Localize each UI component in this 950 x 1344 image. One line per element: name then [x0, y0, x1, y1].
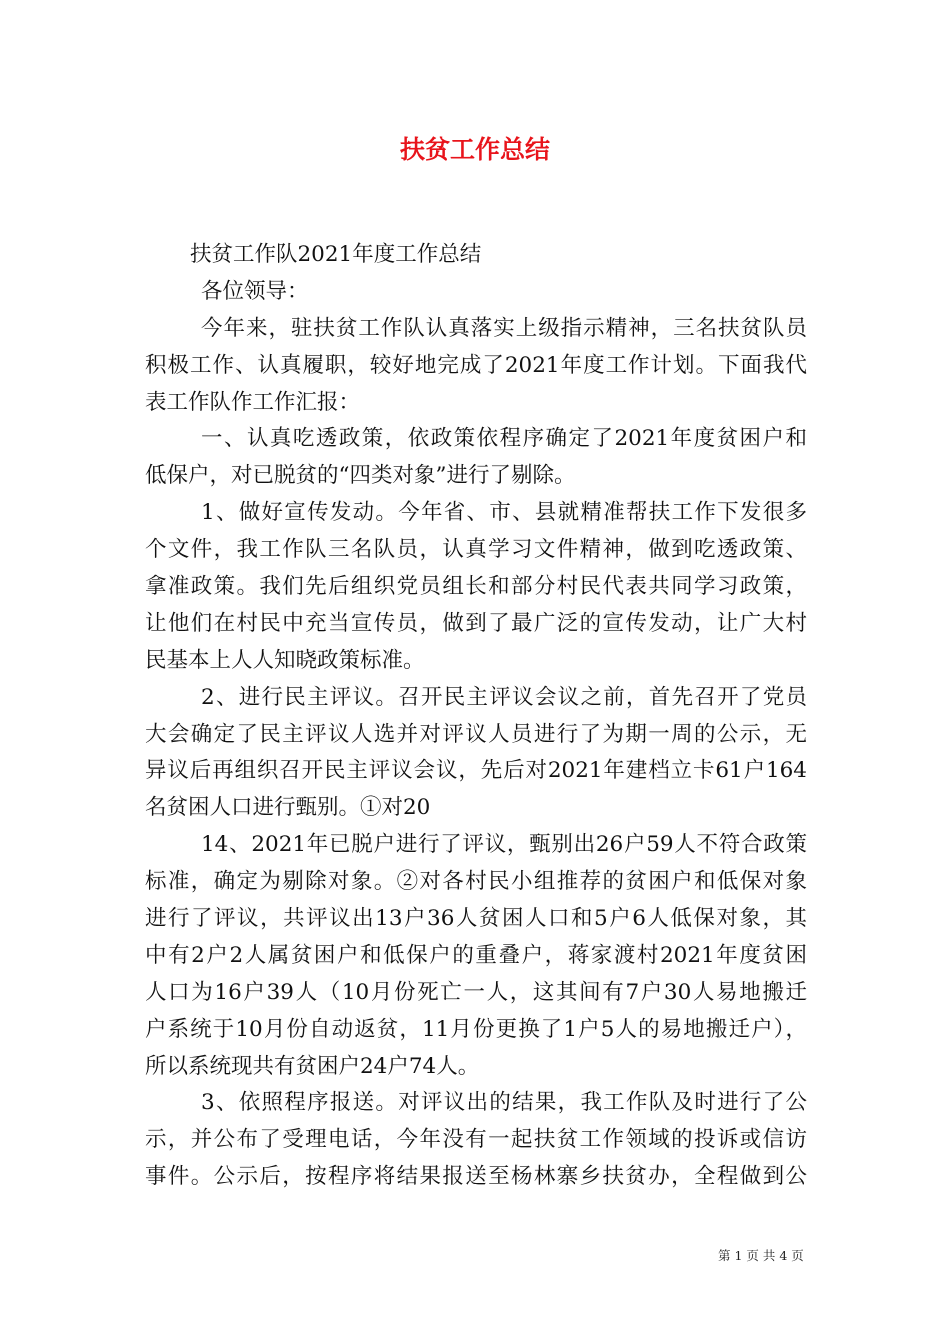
text-line: 事件。公示后，按程序将结果报送至杨林寨乡扶贫办，全程做到公 — [145, 1164, 807, 1190]
text-line: 标准，确定为剔除对象。②对各村民小组推荐的贫困户和低保对象 — [145, 869, 807, 895]
text-line: 14、2021年已脱户进行了评议，甄别出26户59人不符合政策 — [201, 832, 807, 858]
text-line: 示，并公布了受理电话，今年没有一起扶贫工作领域的投诉或信访 — [145, 1127, 807, 1153]
text-line: 所以系统现共有贫困户24户74人。 — [145, 1053, 480, 1079]
text-line: 民基本上人人知晓政策标准。 — [145, 647, 425, 673]
text-line: 异议后再组织召开民主评议会议，先后对2021年建档立卡61户164 — [145, 758, 807, 784]
text-line: 户系统于10月份自动返贫，11月份更换了1户5人的易地搬迁户）， — [145, 1016, 807, 1042]
text-line: 积极工作、认真履职，较好地完成了2021年度工作计划。下面我代 — [145, 352, 807, 378]
text-line: 让他们在村民中充当宣传员，做到了最广泛的宣传发动，让广大村 — [145, 610, 807, 636]
text-line: 2、进行民主评议。召开民主评议会议之前，首先召开了党员 — [201, 684, 807, 710]
text-line: 表工作队作工作汇报： — [145, 389, 361, 415]
text-line: 3、依照程序报送。对评议出的结果，我工作队及时进行了公 — [201, 1090, 807, 1116]
text-line: 拿准政策。我们先后组织党员组长和部分村民代表共同学习政策， — [145, 574, 807, 600]
text-line: 进行了评议，共评议出13户36人贫困人口和5户6人低保对象，其 — [145, 906, 807, 932]
text-line: 各位领导： — [201, 278, 309, 304]
text-line: 低保户，对已脱贫的“四类对象”进行了剔除。 — [145, 463, 576, 489]
text-line: 1、做好宣传发动。今年省、市、县就精准帮扶工作下发很多 — [201, 500, 807, 526]
text-line: 大会确定了民主评议人选并对评议人员进行了为期一周的公示，无 — [145, 721, 807, 747]
text-line: 扶贫工作队2021年度工作总结 — [190, 242, 482, 267]
text-line: 中有2户2人属贫困户和低保户的重叠户，蒋家渡村2021年度贫困 — [145, 942, 807, 968]
page-number: 第 1 页 共 4 页 — [718, 1248, 804, 1263]
text-line: 一、认真吃透政策，依政策依程序确定了2021年度贫困户和 — [201, 426, 807, 452]
document-title: 扶贫工作总结 — [399, 135, 550, 164]
text-line: 今年来，驻扶贫工作队认真落实上级指示精神，三名扶贫队员 — [201, 315, 807, 341]
text-line: 名贫困人口进行甄别。①对20 — [145, 795, 431, 821]
text-line: 个文件，我工作队三名队员，认真学习文件精神，做到吃透政策、 — [145, 537, 807, 563]
document-body — [145, 237, 807, 1196]
text-line: 人口为16户39人（10月份死亡一人，这其间有7户30人易地搬迁 — [145, 979, 807, 1005]
